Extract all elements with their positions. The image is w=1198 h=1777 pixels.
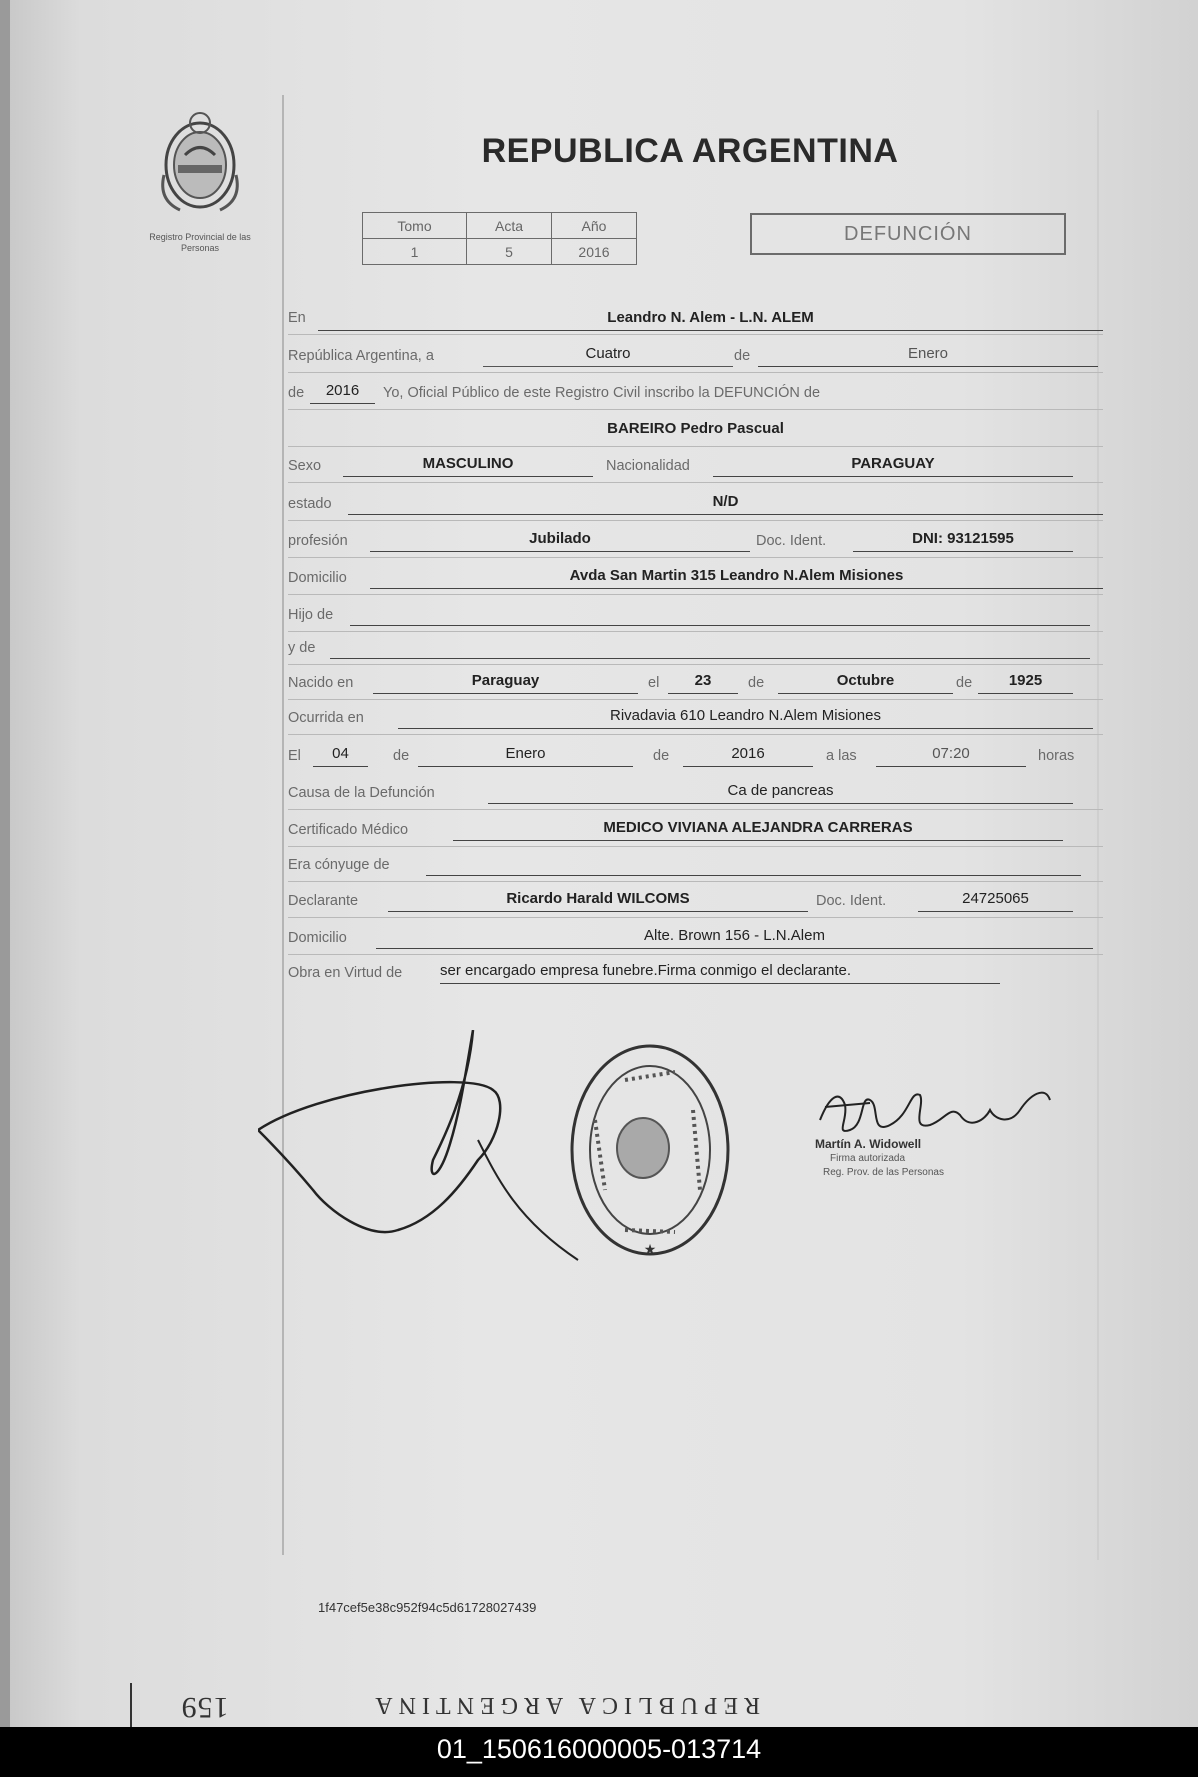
- reference-table: [362, 212, 637, 265]
- row-sexo: [288, 448, 1103, 483]
- row-conyuge: [288, 847, 1103, 882]
- value-domicilio: Avda San Martin 315 Leandro N.Alem Misiones: [370, 567, 1103, 589]
- label-ocurrida: Ocurrida en: [288, 710, 364, 726]
- label-nacionalidad: Nacionalidad: [606, 458, 690, 474]
- value-anio: 2016: [552, 239, 637, 265]
- label-certificado: Certificado Médico: [288, 822, 409, 838]
- value-dia: Cuatro: [483, 345, 733, 367]
- row-certificado: [288, 812, 1103, 847]
- value-anio-acta: 2016: [310, 382, 375, 404]
- row-fecha-def: [288, 738, 1103, 772]
- svg-text:★: ★: [643, 1242, 657, 1258]
- label-conyuge: Era cónyuge de: [288, 857, 390, 873]
- row-profesion: [288, 523, 1103, 558]
- value-doc-decl: 24725065: [918, 890, 1073, 912]
- value-profesion: Jubilado: [370, 530, 750, 552]
- label-obra: Obra en Virtud de: [288, 965, 403, 981]
- row-nombre: [288, 412, 1103, 447]
- value-causa: Ca de pancreas: [488, 782, 1073, 804]
- header-anio: Año: [552, 213, 637, 239]
- value-domicilio-decl: Alte. Brown 156 - L.N.Alem: [376, 927, 1093, 949]
- label-nacido: Nacido en: [288, 675, 354, 691]
- label-doc-decl: Doc. Ident.: [816, 893, 887, 909]
- value-declarante: Ricardo Harald WILCOMS: [388, 890, 808, 912]
- value-tomo: 1: [363, 239, 467, 265]
- label-domicilio-decl: Domicilio: [288, 930, 347, 946]
- label-doc: Doc. Ident.: [756, 533, 827, 549]
- label-de-def: de: [393, 748, 410, 764]
- header-acta: Acta: [467, 213, 552, 239]
- value-doc: DNI: 93121595: [853, 530, 1073, 552]
- value-def-hora: 07:20: [876, 745, 1026, 767]
- row-ocurrida: [288, 700, 1103, 735]
- value-en: Leandro N. Alem - L.N. ALEM: [318, 309, 1103, 331]
- value-def-dia: 04: [313, 745, 368, 767]
- value-nombre: BAREIRO Pedro Pascual: [607, 420, 784, 437]
- record-type-box: DEFUNCIÓN: [750, 213, 1066, 255]
- label-sexo: Sexo: [288, 458, 322, 474]
- row-domicilio: [288, 560, 1103, 595]
- label-en: En: [288, 310, 306, 326]
- label-de-nac2: de: [956, 675, 973, 691]
- value-def-mes: Enero: [418, 745, 633, 767]
- footer-id: 01_150616000005-013714: [436, 1734, 762, 1764]
- registry-label: Registro Provincial de las Personas: [149, 232, 251, 253]
- label-y-de: y de: [288, 640, 316, 656]
- label-de-anio: de: [288, 385, 305, 401]
- label-causa: Causa de la Defunción: [288, 785, 435, 801]
- label-de-nac: de: [748, 675, 765, 691]
- value-ocurrida: Rivadavia 610 Leandro N.Alem Misiones: [398, 707, 1093, 729]
- header-tomo: Tomo: [363, 213, 467, 239]
- registrar-signature: [258, 1030, 583, 1270]
- label-declarante: Declarante: [288, 893, 359, 909]
- row-declarante: [288, 883, 1103, 918]
- bottom-rule: [130, 1683, 132, 1727]
- page-title: REPUBLICA ARGENTINA: [481, 132, 899, 170]
- mirrored-country: REPUBLICA ARGENTINA: [370, 1692, 760, 1718]
- coat-of-arms-icon: [150, 105, 250, 220]
- label-estado: estado: [288, 496, 332, 512]
- value-nacido-mes: Octubre: [778, 672, 953, 694]
- label-hijo-de: Hijo de: [288, 607, 334, 623]
- value-sexo: MASCULINO: [343, 455, 593, 477]
- label-domicilio: Domicilio: [288, 570, 347, 586]
- row-nacido: [288, 665, 1103, 700]
- row-en: [288, 300, 1103, 335]
- row-estado: [288, 486, 1103, 521]
- label-horas: horas: [1038, 748, 1075, 764]
- label-a-las: a las: [826, 748, 857, 764]
- document-hash: 1f47cef5e38c952f94c5d61728027439: [318, 1600, 537, 1615]
- value-conyuge: [426, 854, 1081, 876]
- row-domicilio-decl: [288, 920, 1103, 955]
- value-hijo-de: [350, 604, 1090, 626]
- value-nacido-lugar: Paraguay: [373, 672, 638, 694]
- signer-name: Martín A. Widowell: [815, 1137, 922, 1151]
- row-fecha: [288, 338, 1103, 373]
- mirrored-header-bleedthrough: [180, 1688, 760, 1724]
- label-republica: República Argentina, a: [288, 348, 434, 364]
- value-y-de: [330, 637, 1090, 659]
- value-certificado: MEDICO VIVIANA ALEJANDRA CARRERAS: [453, 819, 1063, 841]
- value-nacionalidad: PARAGUAY: [713, 455, 1073, 477]
- value-mes: Enero: [758, 345, 1098, 367]
- label-el-def: El: [288, 748, 301, 764]
- row-y-de: [288, 630, 1103, 665]
- label-statement: Yo, Oficial Público de este Registro Civil inscribo la DEFUNCIÓN de: [383, 385, 821, 401]
- value-estado: N/D: [348, 493, 1103, 515]
- signer-role: Firma autorizada: [830, 1153, 906, 1164]
- mirrored-page-number: 159: [180, 1691, 229, 1724]
- label-profesion: profesión: [288, 533, 348, 549]
- row-obra: [288, 955, 1103, 989]
- label-de-def2: de: [653, 748, 670, 764]
- official-seal: [565, 1040, 735, 1260]
- value-def-anio: 2016: [683, 745, 813, 767]
- label-de: de: [734, 348, 751, 364]
- value-obra: ser encargado empresa funebre.Firma conmigo el declarante.: [440, 962, 1000, 984]
- label-el: el: [648, 675, 660, 691]
- row-hijo-de: [288, 597, 1103, 632]
- signer-office: Reg. Prov. de las Personas: [823, 1167, 944, 1178]
- value-nacido-anio: 1925: [978, 672, 1073, 694]
- row-anio: [288, 375, 1103, 410]
- row-causa: [288, 775, 1103, 810]
- value-nacido-dia: 23: [668, 672, 738, 694]
- value-acta: 5: [467, 239, 552, 265]
- margin-rule: [282, 95, 284, 1555]
